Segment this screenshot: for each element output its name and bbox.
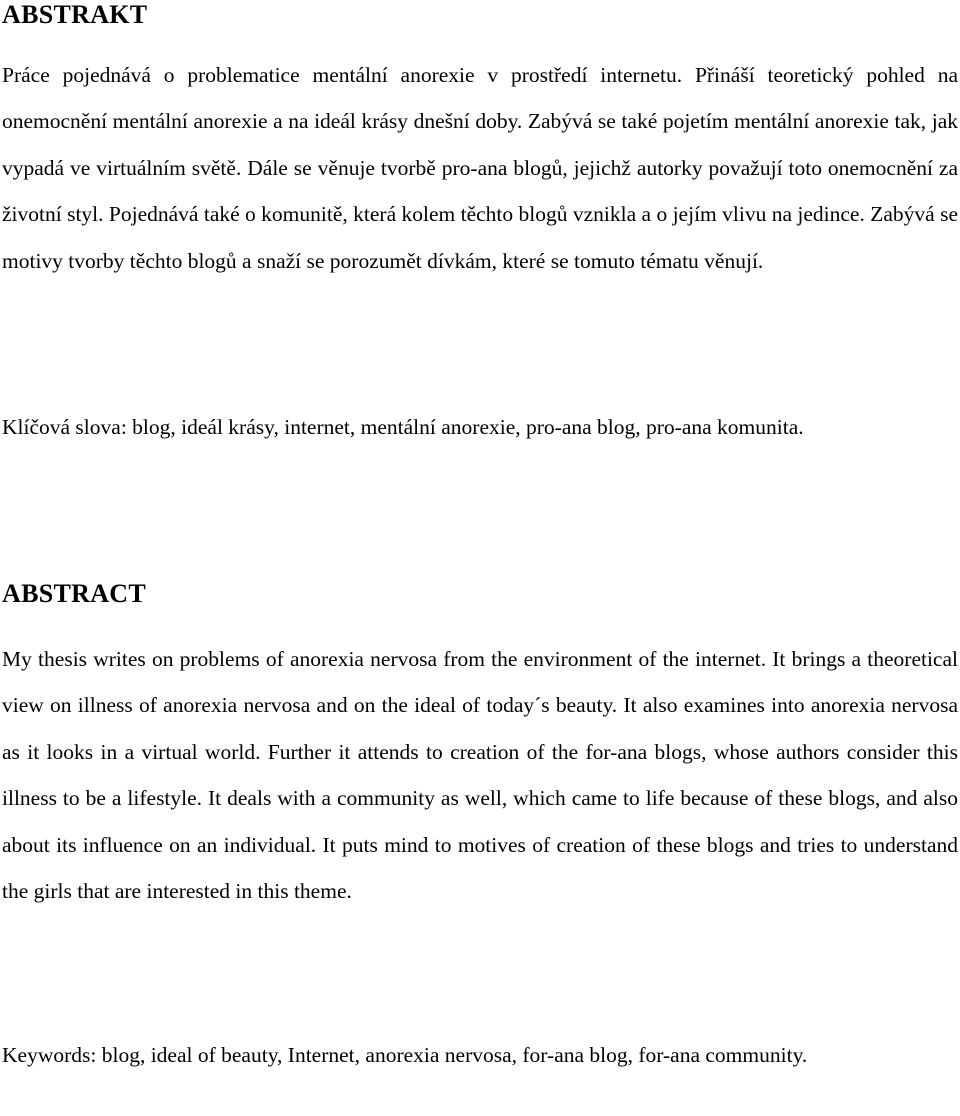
keywords-paragraph: Keywords: blog, ideal of beauty, Internet, anorexia nervosa, for-ana blog, for-ana community. xyxy=(2,1043,808,1067)
abstract-paragraph: My thesis writes on problems of anorexia nervosa from the environment of the internet. It brings a theoretical view on illness of anorexia nervosa and on the ideal of today´s beauty. It also examines into anorexia nervosa as it looks in a virtual world. Further it attends to creation of the for-ana blogs, whose authors consider this illness to be a lifestyle. It deals with a community as well, which came to life because of these blogs, and also about its influence on an individual. It puts mind to motives of creation of these blogs and tries to understand the girls that are interested in this theme. xyxy=(2,647,958,904)
abstrakt-paragraph: Práce pojednává o problematice mentální anorexie v prostředí internetu. Přináší teoretický pohled na onemocnění mentální anorexie a na ideál krásy dnešní doby. Zabývá se také pojetím mentální anorexie tak, jak vypadá ve virtuálním světě. Dále se věnuje tvorbě pro-ana blogů, jejichž autorky považují toto onemocnění za životní styl. Pojednává také o komunitě, která kolem těchto blogů vznikla a o jejím vlivu na jedince. Zabývá se motivy tvorby těchto blogů a snaží se porozumět dívkám, které se tomuto tématu věnují. xyxy=(2,63,958,273)
abstrakt-heading: ABSTRAKT xyxy=(2,0,148,29)
abstract-heading: ABSTRACT xyxy=(2,579,146,608)
klicova-slova-paragraph: Klíčová slova: blog, ideál krásy, internet, mentální anorexie, pro-ana blog, pro-ana komunita. xyxy=(2,415,804,439)
